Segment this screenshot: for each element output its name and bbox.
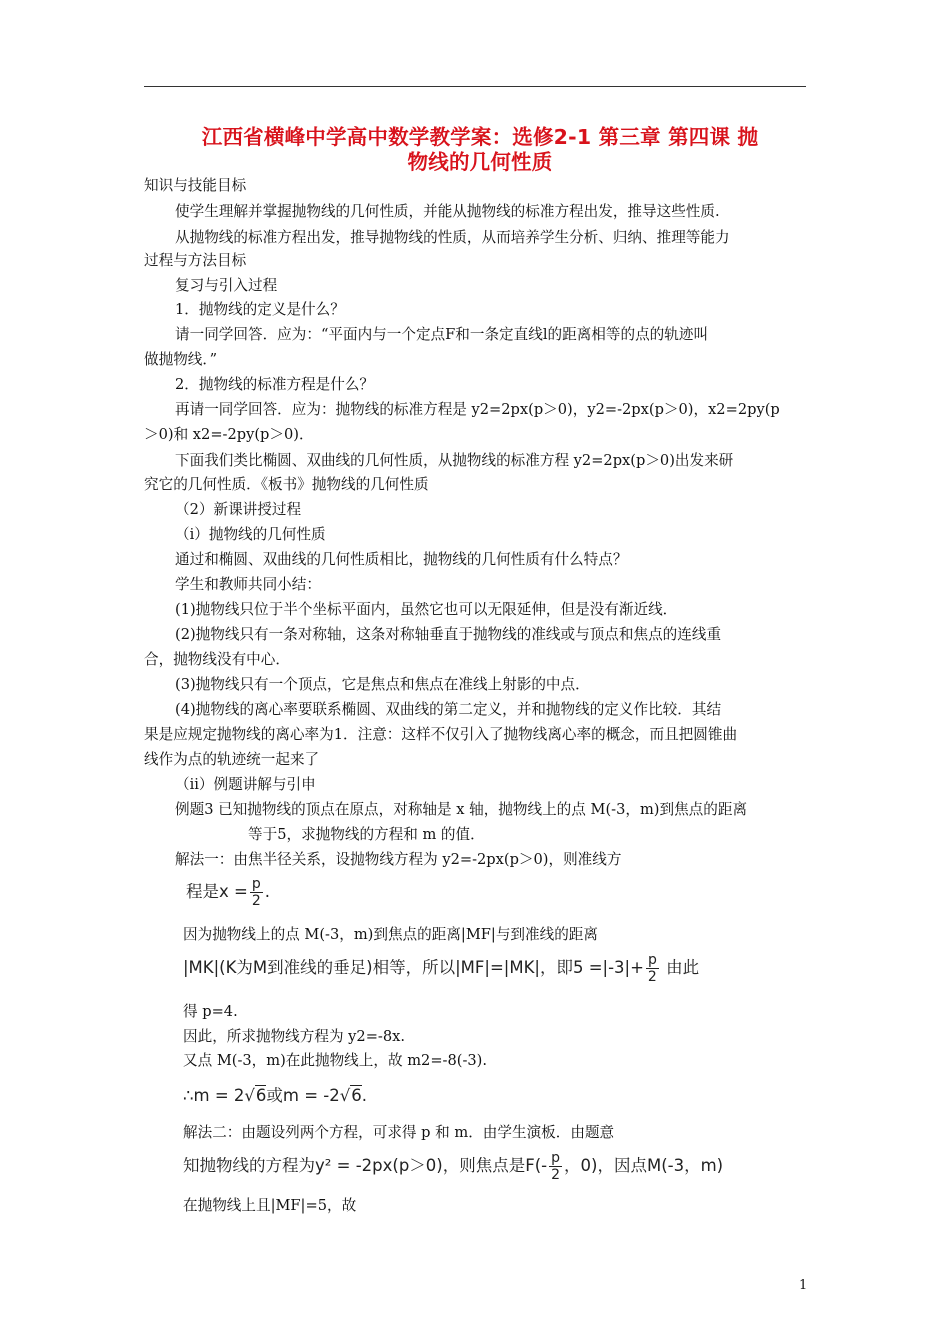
paragraph-line: （ii）例题讲解与引申 — [175, 776, 316, 793]
paragraph-line: 1．抛物线的定义是什么？ — [175, 301, 345, 318]
paragraph-line: (3)抛物线只有一个顶点，它是焦点和焦点在准线上射影的中点． — [175, 676, 590, 693]
fraction-p-over-2: $\frac{p}{2}$ — [551, 1150, 561, 1183]
paragraph-line: 得 p=4. — [183, 1003, 238, 1020]
paragraph-line: 因为抛物线上的点 M(-3，m)到焦点的距离|MF|与到准线的距离 — [183, 926, 598, 943]
fraction-p-over-2: $\frac{p}{2}$ — [647, 952, 657, 985]
paragraph-line: 又点 M(-3，m)在此抛物线上，故 m2=-8(-3). — [183, 1052, 488, 1069]
paragraph-line: 因此，所求抛物线方程为 y2=-8x. — [183, 1028, 406, 1045]
paragraph-line: 做抛物线．” — [144, 351, 218, 368]
section-heading: 过程与方法目标 — [144, 252, 247, 269]
paragraph-line: 请一同学回答．应为：“平面内与一个定点F和一条定直线l的距离相等的点的轨迹叫 — [175, 326, 709, 343]
paragraph-line: 下面我们类比椭圆、双曲线的几何性质，从抛物线的标准方程 y2=2px(p＞0)出发来研 — [175, 452, 734, 469]
paragraph-line: 从抛物线的标准方程出发，推导抛物线的性质，从而培养学生分析、归纳、推理等能力 — [175, 229, 730, 246]
paragraph-line: ＞0)和 x2=-2py(p＞0)． — [144, 426, 314, 443]
page-number: 1 — [799, 1278, 808, 1293]
paragraph-line: 2．抛物线的标准方程是什么？ — [175, 376, 375, 393]
document-title-line-1: 江西省横峰中学高中数学教学案：选修2-1 第三章 第四课 抛 — [201, 125, 759, 149]
paragraph-line: 等于5，求抛物线的方程和 m 的值． — [248, 826, 485, 843]
equation-focal-distance: |MK|(K为M到准线的垂足)相等，所以|MF|=|MK|，即5 =|-3|+ $\frac{p}{2}$ 由此 — [183, 952, 700, 985]
equation-m-value: ∴m = 2√6或m = -2√6. — [183, 1086, 368, 1105]
fraction-p-over-2: $\frac{p}{2}$ — [251, 876, 261, 909]
equation-focus: 知抛物线的方程为y² = -2px(p＞0)，则焦点是F(- $\frac{p}{2}$ ，0)，因点M(-3，m) — [183, 1150, 724, 1183]
paragraph-line: 解法一：由焦半径关系，设抛物线方程为 y2=-2px(p＞0)，则准线方 — [175, 851, 622, 868]
paragraph-line: 线作为点的轨迹统一起来了 — [144, 751, 320, 768]
document-title-line-2: 物线的几何性质 — [407, 150, 553, 174]
paragraph-line: 解法二：由题设列两个方程，可求得 p 和 m．由学生演板．由题意 — [183, 1124, 615, 1141]
paragraph-line: 究它的几何性质．《板书》抛物线的几何性质 — [144, 476, 429, 493]
paragraph-line: （2）新课讲授过程 — [175, 501, 302, 518]
paragraph-line: 例题3 已知抛物线的顶点在原点，对称轴是 x 轴，抛物线上的点 M(-3，m)到焦点的距离 — [175, 801, 748, 818]
paragraph-line: （i）抛物线的几何性质 — [175, 526, 326, 543]
paragraph-line: 再请一同学回答．应为：抛物线的标准方程是 y2=2px(p＞0)，y2=-2px(p＞0)，x2=2py(p — [175, 401, 780, 418]
paragraph-line: (4)抛物线的离心率要联系椭圆、双曲线的第二定义，并和抛物线的定义作比较．其结 — [175, 701, 722, 718]
paragraph-line: 通过和椭圆、双曲线的几何性质相比，抛物线的几何性质有什么特点？ — [175, 551, 628, 568]
paragraph-line: 果是应规定抛物线的离心率为1．注意：这样不仅引入了抛物线离心率的概念，而且把圆锥曲 — [144, 726, 738, 743]
paragraph-line: 复习与引入过程 — [175, 277, 278, 294]
paragraph-line: 在抛物线上且|MF|=5，故 — [183, 1197, 357, 1214]
paragraph-line: 使学生理解并掌握抛物线的几何性质，并能从抛物线的标准方程出发，推导这些性质. — [175, 203, 720, 220]
header-rule — [144, 86, 806, 87]
section-heading: 知识与技能目标 — [144, 177, 247, 194]
paragraph-line: (1)抛物线只位于半个坐标平面内，虽然它也可以无限延伸，但是没有渐近线． — [175, 601, 678, 618]
equation-directrix: 程是x = $\frac{p}{2}$ . — [186, 876, 271, 909]
paragraph-line: (2)抛物线只有一条对称轴，这条对称轴垂直于抛物线的准线或与顶点和焦点的连线重 — [175, 626, 722, 643]
paragraph-line: 合，抛物线没有中心． — [144, 651, 290, 668]
paragraph-line: 学生和教师共同小结： — [175, 576, 321, 593]
